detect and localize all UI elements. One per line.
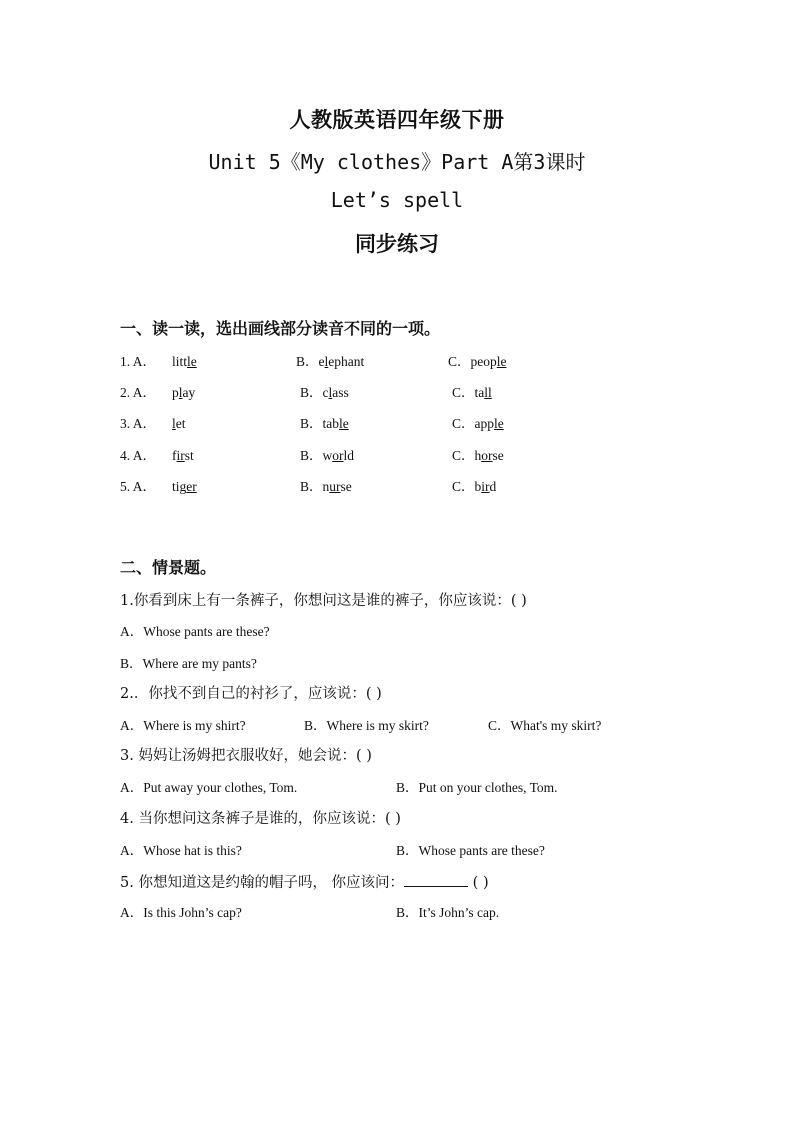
lesson-name: Let’s spell — [330, 188, 464, 212]
option-a: little — [172, 354, 197, 369]
option-c: C．bird — [452, 479, 497, 494]
option-a: let — [172, 416, 186, 431]
option-c: C．horse — [452, 448, 504, 463]
question-4: 4. 当你想问这条裤子是谁的，你应该说：( ) — [120, 811, 401, 827]
answer-blank[interactable] — [404, 872, 468, 887]
unit-line: Unit 5《My clothes》Part A第3课时 — [208, 150, 586, 174]
page-title: 人教版英语四年级下册 — [289, 107, 505, 132]
option-b: B．world — [300, 448, 355, 463]
option-c: C．people — [448, 354, 507, 369]
option-b: B．elephant — [296, 354, 365, 369]
page-subtitle: 同步练习 — [355, 231, 439, 256]
option-b: B．nurse — [300, 479, 352, 494]
option-c: C．tall — [452, 385, 492, 400]
question-2: 2.．你找不到自己的衬衫了，应该说：( ) — [120, 686, 382, 702]
worksheet-page: 人教版英语四年级下册 Unit 5《My clothes》Part A第3课时 Let’s spell 同步练习 一、读一读，选出画线部分读音不同的一项。 1. A． little B．elephant C．people 2. A． play B．class C．tall 3. A． let B．table C．apple 4. A． first B．world C．horse 5. A． tiger B．nurse C．bird 二、情景题。 1.你看到床上有一条裤子，你想问这是谁的裤子，你应该说：( ) A．Whose pants are these? B．Where are my pants? 2.．你找不到自己的衬衫了，应该说：( ) A．Where is my shirt? B．Where is my skirt? C．What's my skirt? 3. 妈妈让汤姆把衣服收好，她会说：( ) A．Put away your clothes, Tom. B．Put on your clothes, Tom. 4. 当你想问这条裤子是谁的，你应该说：( ) A．Whose hat is this? B．Whose pants are these? 5. 你想知道这是约翰的帽子吗， 你应该问： ( ) A．Is this John’s cap? B．It’s John’s cap. — [0, 0, 794, 1123]
option-a: tiger — [172, 479, 197, 494]
option-a: play — [172, 385, 196, 400]
section1-heading: 一、读一读，选出画线部分读音不同的一项。 — [120, 319, 441, 338]
question-3: 3. 妈妈让汤姆把衣服收好，她会说：( ) — [120, 748, 372, 764]
option-c: C．apple — [452, 416, 504, 431]
option-b: B．class — [300, 385, 349, 400]
option-b: B．table — [300, 416, 349, 431]
section2-heading: 二、情景题。 — [120, 558, 217, 577]
question-5: 5. 你想知道这是约翰的帽子吗， 你应该问： ( ) — [120, 872, 489, 893]
question-1: 1.你看到床上有一条裤子，你想问这是谁的裤子，你应该说：( ) — [120, 593, 527, 609]
option-a: first — [172, 448, 194, 463]
